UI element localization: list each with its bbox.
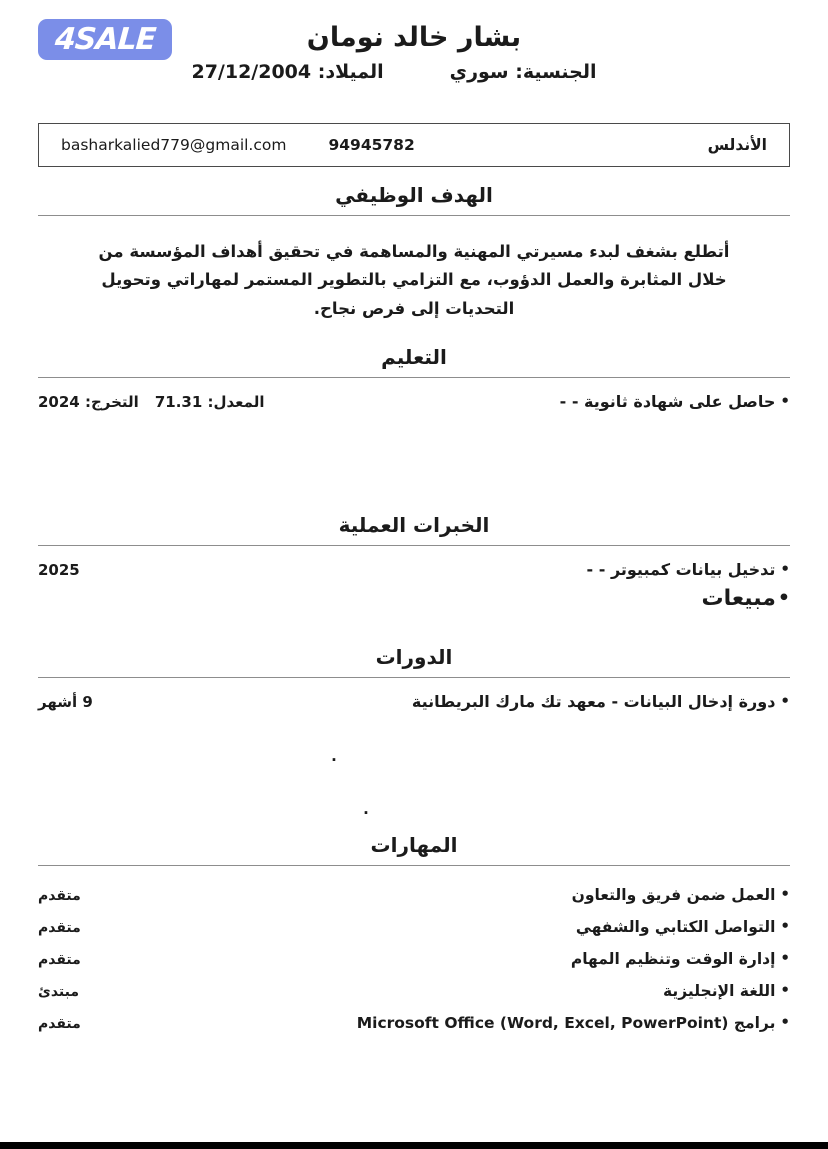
contact-email[interactable]: basharkalied779@gmail.com [61,136,287,154]
skill-row [38,1000,790,1032]
brand-logo-text: 4SALE [53,21,157,57]
skill-row [38,872,790,904]
experience-role: • مبيعات [701,586,790,611]
course-item: . [363,800,369,819]
birthdate-value: الميلاد: 27/12/2004 [191,61,384,84]
candidate-name: بشار خالد نومان [306,22,522,53]
experience-item [38,546,790,579]
section-objective [38,167,790,329]
section-skills [38,817,790,1032]
skill-level: متقدم [38,1016,81,1033]
experience-item [38,579,790,611]
section-title-education: التعليم [381,345,447,370]
section-experience [38,497,790,629]
skill-level: متقدم [38,952,81,969]
education-gpa: المعدل: 71.31 [154,393,265,412]
contact-phone[interactable]: 94945782 [328,136,415,154]
course-item [38,678,790,711]
skill-level: متقدم [38,888,81,905]
course-duration: 9 أشهر [38,693,93,712]
objective-text: أتطلع بشغف لبدء مسيرتي المهنية والمساهمة في تحقيق أهداف المؤسسة من خلال المثابرة والعمل الدؤوب، مع التزامي بالتطوير المستمر لمهاراتي وتحويل التحديات إلى فرص نجاح. [98,242,730,318]
experience-role: • تدخيل بيانات كمبيوتر - - [587,560,790,579]
cv-header [38,0,790,110]
nationality-value: الجنسية: سوري [449,61,597,84]
course-item: . [331,747,337,766]
skill-level: متقدم [38,920,81,937]
section-title-skills: المهارات [370,833,458,858]
section-title-courses: الدورات [375,645,453,670]
skill-name: • إدارة الوقت وتنظيم المهام [571,949,790,968]
skills-list [38,866,790,1032]
page-bottom-bar [0,1142,828,1149]
section-title-experience: الخبرات العملية [338,513,490,538]
skill-name: • العمل ضمن فريق والتعاون [572,885,790,904]
skill-level: مبتدئ [38,984,80,1001]
skill-row [38,936,790,968]
skill-row [38,904,790,936]
education-graduation-year: التخرج: 2024 [38,393,139,412]
brand-logo [38,19,172,60]
skill-name: • التواصل الكتابي والشفهي [576,917,790,936]
section-courses [38,629,790,817]
skill-name: • اللغة الإنجليزية [663,981,790,1000]
contact-bar [38,123,790,167]
course-name: • دورة إدخال البيانات - معهد تك مارك البريطانية [412,692,790,711]
education-spacer [38,411,790,497]
section-title-objective: الهدف الوظيفي [335,183,493,207]
skill-name: • برامج Microsoft Office (Word, Excel, PowerPoint) [357,1013,790,1032]
section-education [38,329,790,497]
education-item [38,378,790,411]
experience-spacer [38,611,790,629]
education-degree: • حاصل على شهادة ثانوية - - [560,392,790,411]
candidate-meta [38,61,790,83]
skill-row [38,968,790,1000]
contact-city: الأندلس [707,136,767,154]
education-side [38,393,264,411]
experience-period: 2025 [38,561,80,580]
